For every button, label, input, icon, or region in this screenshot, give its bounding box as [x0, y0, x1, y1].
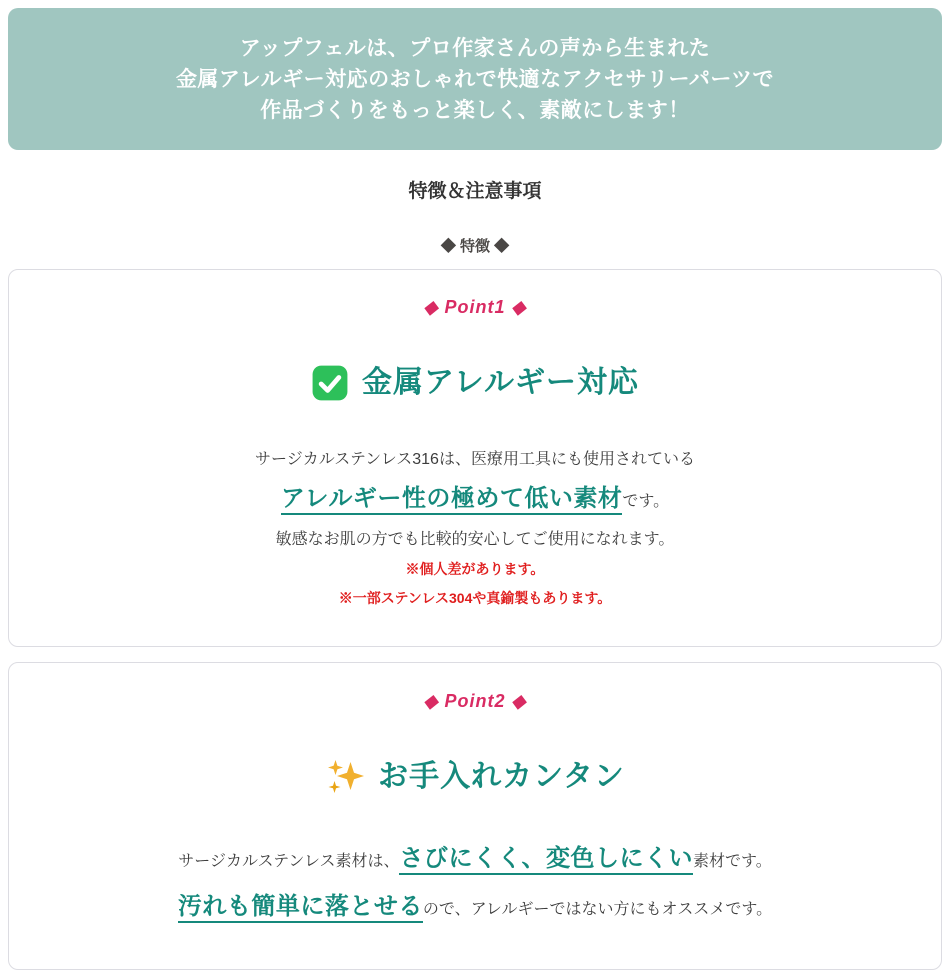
point2-title-row — [29, 757, 921, 797]
point2-title: お手入れカンタン — [378, 760, 625, 793]
point1-note2: ※一部ステンレス304や真鍮製もあります。 — [338, 590, 612, 606]
point1-line3: 敏感なお肌の方でも比較的安心してご使用になれます。 — [275, 531, 675, 548]
point2-line1-emphasis: さびにくく、変色しにくい — [399, 845, 693, 875]
point1-title-row — [29, 361, 921, 405]
intro-banner — [8, 8, 942, 150]
banner-line: アップフェルは、プロ作家さんの声から生まれた — [239, 36, 711, 60]
banner-line: 金属アレルギー対応のおしゃれで快適なアクセサリーパーツで — [175, 67, 775, 91]
point2-line2-suffix: ので、アレルギーではない方にもオススメです。 — [422, 901, 773, 918]
point2-line1-suffix: 素材です。 — [693, 853, 772, 870]
point1-label: ◆ Point1 ◆ — [423, 297, 527, 317]
point1-card — [8, 269, 942, 647]
point1-line1: サージカルステンレス316は、医療用工具にも使用されている — [255, 451, 695, 468]
point2-line1 — [29, 842, 921, 878]
point1-emphasis-line — [29, 482, 921, 518]
subsection-heading-features: ◆ 特徴 ◆ — [440, 238, 510, 255]
point1-emphasis-suffix: です。 — [622, 493, 670, 510]
point2-line2-emphasis: 汚れも簡単に落とせる — [178, 893, 423, 923]
point2-label: ◆ Point2 ◆ — [423, 691, 527, 711]
point1-emphasis-text: アレルギー性の極めて低い素材 — [281, 485, 622, 515]
point2-line1-prefix: サージカルステンレス素材は、 — [178, 853, 400, 870]
point2-card — [8, 662, 942, 970]
section-title: 特徴＆注意事項 — [408, 181, 542, 202]
banner-line: 作品づくりをもっと楽しく、素敵にします！ — [260, 98, 690, 122]
point2-line2 — [29, 890, 921, 926]
sparkles-icon — [325, 757, 365, 797]
check-icon — [311, 364, 349, 402]
point1-note1: ※個人差があります。 — [405, 561, 545, 577]
point1-title: 金属アレルギー対応 — [361, 366, 640, 399]
